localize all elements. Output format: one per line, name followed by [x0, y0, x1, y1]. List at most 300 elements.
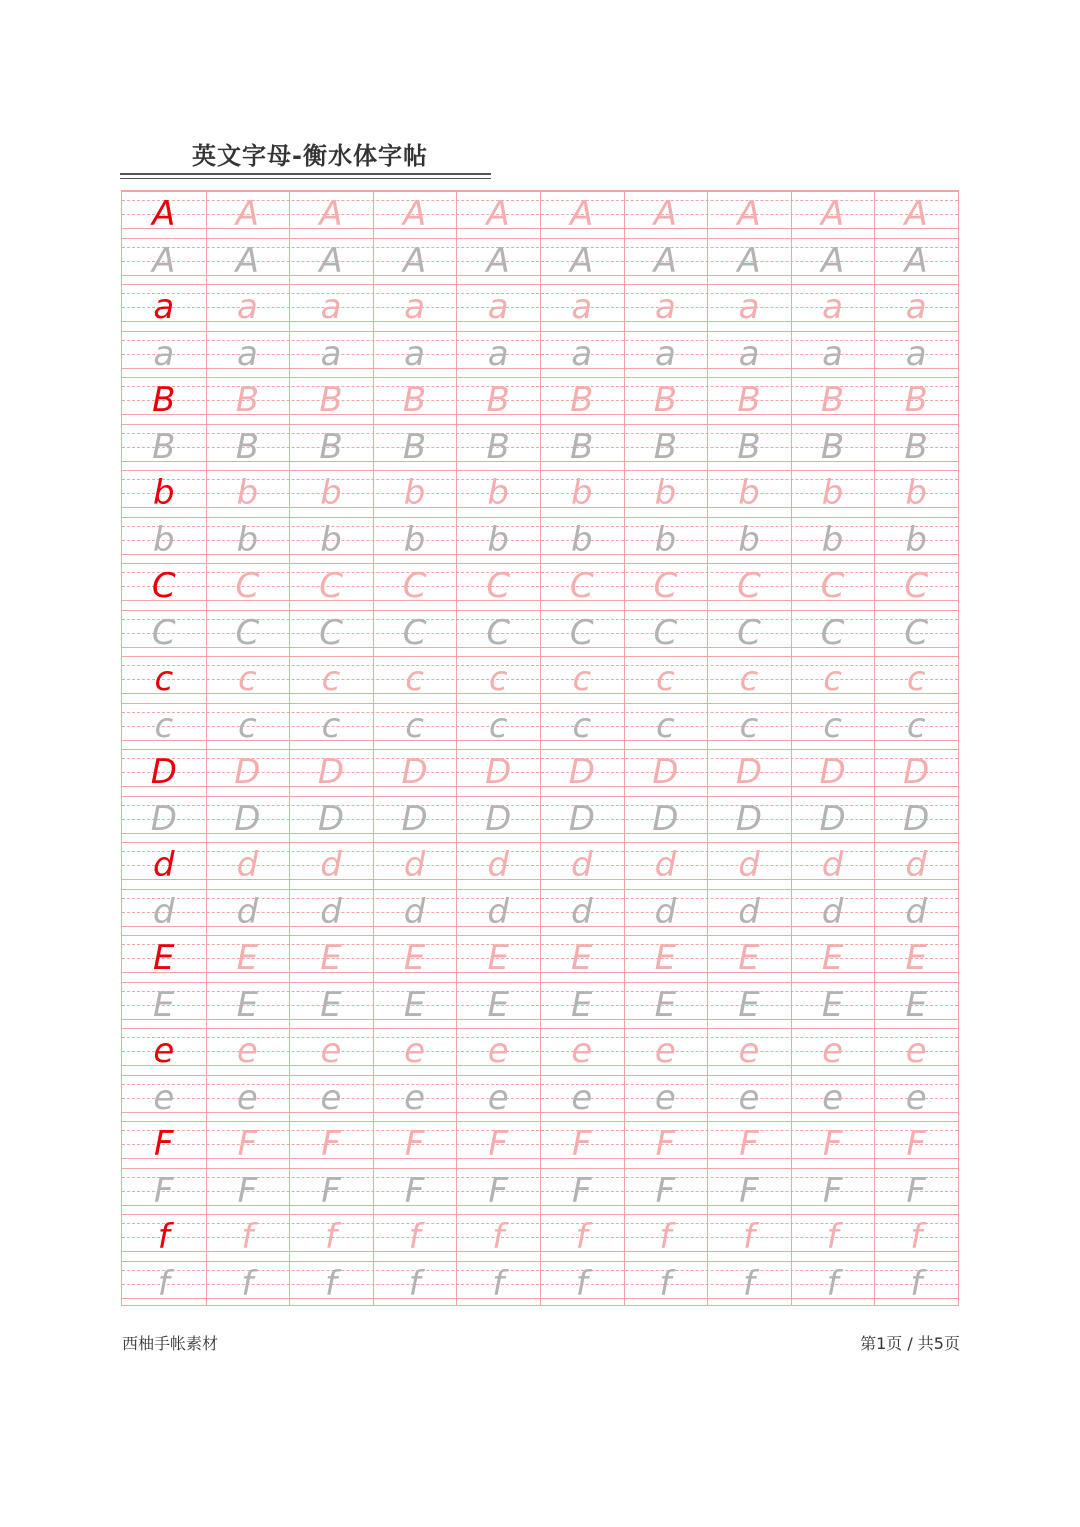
letter-glyph: e — [571, 1031, 593, 1071]
letter-cell — [206, 1261, 290, 1308]
letter-glyph: a — [404, 287, 426, 327]
letter-cell — [624, 331, 708, 378]
letter-glyph: F — [655, 1124, 676, 1164]
letter-cell — [540, 563, 624, 610]
letter-glyph: F — [154, 1124, 174, 1164]
letter-glyph: e — [654, 1077, 676, 1118]
letter-glyph: c — [906, 659, 926, 699]
letter-glyph: F — [822, 1124, 843, 1164]
letter-cell — [874, 703, 958, 750]
letter-glyph: A — [653, 240, 678, 281]
letter-glyph: C — [737, 612, 761, 653]
letter-glyph: B — [653, 380, 678, 420]
letter-glyph: D — [568, 798, 595, 839]
letter-glyph: f — [157, 1263, 170, 1304]
letter-glyph: b — [905, 473, 927, 513]
letter-glyph: C — [486, 566, 511, 606]
letter-cell — [874, 935, 958, 982]
letter-glyph: F — [404, 1124, 425, 1164]
letter-cell — [791, 656, 875, 703]
letter-cell — [289, 842, 373, 889]
letter-glyph: E — [403, 984, 426, 1025]
letter-cell — [707, 1214, 791, 1261]
letter-cell — [206, 1214, 290, 1261]
letter-glyph: D — [819, 752, 846, 792]
letter-cell — [624, 1261, 708, 1308]
column-divider — [624, 191, 625, 1305]
letter-glyph: A — [152, 240, 176, 281]
letter-glyph: E — [738, 984, 760, 1025]
letter-cell — [289, 424, 373, 471]
letter-glyph: F — [822, 1170, 843, 1211]
column-divider — [206, 191, 207, 1305]
letter-cell — [289, 238, 373, 285]
letter-cell — [289, 1075, 373, 1122]
letter-cell — [289, 1168, 373, 1215]
letter-cell — [707, 842, 791, 889]
letter-glyph: f — [241, 1217, 254, 1257]
letter-glyph: e — [905, 1031, 927, 1071]
letter-glyph: c — [656, 659, 675, 699]
letter-glyph: a — [654, 333, 676, 374]
letter-cell — [791, 1075, 875, 1122]
letter-glyph: b — [654, 473, 677, 513]
letter-cell — [874, 1075, 958, 1122]
letter-cell — [791, 1214, 875, 1261]
letter-cell — [122, 749, 206, 796]
letter-cell — [540, 1028, 624, 1075]
page-number: 第1页 / 共5页 — [860, 1334, 960, 1353]
column-divider — [791, 191, 792, 1305]
letter-glyph: F — [906, 1170, 926, 1211]
letter-cell — [122, 424, 206, 471]
letter-glyph: c — [823, 705, 842, 746]
letter-cell — [122, 238, 206, 285]
letter-cell — [373, 517, 457, 564]
letter-cell — [206, 331, 290, 378]
letter-cell — [122, 842, 206, 889]
letter-cell — [122, 656, 206, 703]
letter-glyph: A — [402, 194, 427, 234]
letter-glyph: e — [320, 1031, 342, 1071]
letter-glyph: F — [739, 1124, 759, 1164]
letter-cell — [289, 656, 373, 703]
letter-cell — [540, 331, 624, 378]
letter-cell — [707, 331, 791, 378]
letter-glyph: C — [151, 612, 176, 653]
letter-glyph: f — [575, 1217, 588, 1257]
letter-cell — [707, 424, 791, 471]
letter-glyph: d — [236, 845, 259, 885]
letter-glyph: d — [487, 845, 509, 885]
letter-glyph: F — [488, 1124, 508, 1164]
letter-cell — [791, 563, 875, 610]
letter-glyph: a — [571, 287, 593, 327]
letter-glyph: a — [738, 287, 760, 327]
letter-cell — [456, 842, 540, 889]
letter-glyph: D — [903, 798, 930, 839]
letter-glyph: b — [571, 519, 593, 560]
letter-glyph: c — [488, 705, 508, 746]
letter-cell — [289, 1028, 373, 1075]
letter-cell — [456, 517, 540, 564]
letter-cell — [206, 1121, 290, 1168]
letter-glyph: E — [236, 938, 259, 978]
letter-cell — [456, 1261, 540, 1308]
letter-cell — [791, 1121, 875, 1168]
letter-glyph: D — [485, 752, 512, 792]
letter-glyph: d — [153, 891, 175, 932]
letter-glyph: d — [905, 891, 927, 932]
letter-glyph: c — [823, 659, 842, 699]
letter-cell — [540, 935, 624, 982]
letter-cell — [206, 749, 290, 796]
letter-glyph: a — [905, 287, 927, 327]
letter-cell — [791, 703, 875, 750]
letter-cell — [874, 1168, 958, 1215]
letter-glyph: F — [655, 1170, 676, 1211]
letter-cell — [791, 284, 875, 331]
letter-glyph: E — [236, 984, 259, 1025]
letter-cell — [456, 796, 540, 843]
letter-glyph: B — [904, 426, 928, 467]
letter-cell — [707, 1028, 791, 1075]
letter-cell — [791, 470, 875, 517]
letter-glyph: b — [236, 519, 259, 560]
letter-cell — [874, 749, 958, 796]
letter-cell — [874, 238, 958, 285]
letter-cell — [373, 331, 457, 378]
letter-cell — [289, 796, 373, 843]
letter-glyph: c — [154, 705, 174, 746]
letter-glyph: c — [238, 659, 257, 699]
letter-cell — [540, 424, 624, 471]
letter-glyph: b — [905, 519, 927, 560]
letter-glyph: C — [319, 566, 343, 606]
letter-cell — [373, 656, 457, 703]
letter-cell — [624, 1075, 708, 1122]
letter-glyph: e — [153, 1031, 175, 1071]
letter-cell — [624, 563, 708, 610]
letter-cell — [624, 796, 708, 843]
letter-glyph: A — [570, 194, 594, 234]
letter-cell — [624, 1121, 708, 1168]
letter-glyph: F — [572, 1170, 592, 1211]
letter-cell — [456, 935, 540, 982]
letter-glyph: C — [737, 566, 761, 606]
letter-cell — [791, 1261, 875, 1308]
letter-cell — [540, 1168, 624, 1215]
letter-cell — [122, 610, 206, 657]
letter-glyph: B — [570, 380, 594, 420]
letter-cell — [456, 982, 540, 1029]
letter-cell — [373, 1214, 457, 1261]
letter-glyph: d — [654, 891, 677, 932]
letter-glyph: B — [904, 380, 928, 420]
letter-glyph: f — [659, 1217, 672, 1257]
letter-glyph: c — [656, 705, 675, 746]
letter-glyph: E — [320, 938, 342, 978]
letter-glyph: e — [404, 1077, 426, 1118]
letter-glyph: f — [742, 1217, 755, 1257]
letter-cell — [122, 284, 206, 331]
letter-glyph: C — [151, 566, 176, 606]
letter-cell — [707, 749, 791, 796]
letter-cell — [791, 610, 875, 657]
letter-cell — [874, 796, 958, 843]
letter-cell — [122, 470, 206, 517]
letter-cell — [624, 191, 708, 238]
letter-cell — [206, 191, 290, 238]
letter-glyph: A — [904, 194, 928, 234]
letter-cell — [206, 1075, 290, 1122]
letter-cell — [206, 563, 290, 610]
letter-glyph: e — [487, 1031, 509, 1071]
letter-glyph: f — [575, 1263, 588, 1304]
letter-cell — [540, 656, 624, 703]
letter-cell — [874, 656, 958, 703]
letter-cell — [456, 563, 540, 610]
letter-cell — [707, 935, 791, 982]
letter-glyph: d — [821, 891, 844, 932]
letter-cell — [373, 284, 457, 331]
practice-grid — [121, 190, 959, 1306]
letter-glyph: F — [237, 1124, 258, 1164]
letter-cell — [373, 1075, 457, 1122]
letter-cell — [289, 1121, 373, 1168]
letter-glyph: E — [821, 938, 844, 978]
letter-cell — [874, 331, 958, 378]
letter-cell — [874, 982, 958, 1029]
column-divider — [874, 191, 875, 1305]
letter-glyph: e — [236, 1077, 258, 1118]
letter-glyph: D — [401, 752, 428, 792]
letter-glyph: F — [488, 1170, 508, 1211]
letter-glyph: A — [737, 240, 761, 281]
letter-glyph: D — [652, 752, 679, 792]
letter-cell — [289, 284, 373, 331]
letter-glyph: d — [403, 891, 426, 932]
letter-glyph: A — [653, 194, 678, 234]
letter-glyph: E — [821, 984, 844, 1025]
letter-cell — [456, 1028, 540, 1075]
letter-glyph: C — [653, 566, 678, 606]
letter-cell — [289, 563, 373, 610]
letter-cell — [206, 284, 290, 331]
letter-cell — [540, 517, 624, 564]
letter-cell — [707, 1075, 791, 1122]
letter-glyph: d — [403, 845, 426, 885]
letter-glyph: e — [905, 1077, 927, 1118]
letter-cell — [206, 517, 290, 564]
letter-glyph: B — [570, 426, 594, 467]
letter-cell — [289, 1214, 373, 1261]
letter-cell — [122, 935, 206, 982]
letter-cell — [791, 331, 875, 378]
letter-glyph: C — [904, 612, 929, 653]
letter-cell — [373, 610, 457, 657]
letter-glyph: d — [571, 845, 593, 885]
letter-cell — [624, 656, 708, 703]
letter-glyph: F — [154, 1170, 174, 1211]
letter-glyph: A — [820, 240, 845, 281]
letter-cell — [122, 331, 206, 378]
letter-glyph: f — [324, 1263, 337, 1304]
letter-cell — [707, 284, 791, 331]
letter-cell — [707, 656, 791, 703]
letter-cell — [289, 749, 373, 796]
letter-glyph: d — [821, 845, 844, 885]
letter-glyph: B — [402, 380, 427, 420]
letter-glyph: a — [571, 333, 593, 374]
letter-glyph: f — [910, 1217, 923, 1257]
letter-cell — [373, 1121, 457, 1168]
letter-cell — [540, 238, 624, 285]
letter-glyph: d — [738, 845, 760, 885]
letter-glyph: F — [321, 1124, 341, 1164]
letter-cell — [874, 1121, 958, 1168]
letter-glyph: a — [738, 333, 760, 374]
letter-glyph: C — [486, 612, 511, 653]
letter-glyph: b — [738, 519, 760, 560]
letter-glyph: C — [319, 612, 343, 653]
letter-cell — [624, 284, 708, 331]
letter-cell — [456, 331, 540, 378]
letter-glyph: f — [408, 1263, 421, 1304]
letter-cell — [206, 796, 290, 843]
letter-cell — [122, 1168, 206, 1215]
letter-cell — [206, 377, 290, 424]
letter-glyph: B — [235, 380, 260, 420]
page-title: 英文字母-衡水体字帖 — [192, 142, 428, 170]
letter-cell — [624, 749, 708, 796]
letter-glyph: f — [492, 1217, 505, 1257]
letter-cell — [707, 1168, 791, 1215]
letter-glyph: b — [487, 473, 509, 513]
letter-cell — [289, 703, 373, 750]
letter-cell — [206, 935, 290, 982]
letter-cell — [456, 238, 540, 285]
letter-glyph: D — [819, 798, 846, 839]
letter-cell — [624, 1168, 708, 1215]
letter-glyph: E — [738, 938, 760, 978]
letter-glyph: D — [150, 752, 177, 792]
letter-glyph: d — [236, 891, 259, 932]
letter-cell — [373, 470, 457, 517]
letter-glyph: E — [153, 984, 175, 1025]
letter-cell — [624, 1028, 708, 1075]
letter-glyph: b — [738, 473, 760, 513]
letter-glyph: a — [487, 333, 509, 374]
letter-cell — [791, 377, 875, 424]
letter-cell — [540, 842, 624, 889]
letter-cell — [373, 1168, 457, 1215]
letter-glyph: a — [320, 333, 342, 374]
letter-cell — [289, 889, 373, 936]
letter-glyph: E — [654, 984, 677, 1025]
letter-glyph: A — [486, 194, 510, 234]
letter-cell — [624, 1214, 708, 1261]
letter-glyph: F — [739, 1170, 759, 1211]
letter-glyph: f — [826, 1263, 839, 1304]
letter-glyph: f — [659, 1263, 672, 1304]
letter-cell — [540, 1261, 624, 1308]
letter-cell — [624, 889, 708, 936]
letter-glyph: A — [486, 240, 510, 281]
letter-cell — [874, 1214, 958, 1261]
letter-glyph: c — [321, 705, 341, 746]
letter-cell — [122, 889, 206, 936]
letter-cell — [373, 842, 457, 889]
letter-cell — [289, 331, 373, 378]
letter-cell — [373, 1261, 457, 1308]
letter-cell — [206, 1168, 290, 1215]
letter-glyph: E — [403, 938, 426, 978]
letter-glyph: F — [321, 1170, 341, 1211]
letter-cell — [624, 982, 708, 1029]
letter-cell — [707, 1121, 791, 1168]
letter-cell — [289, 610, 373, 657]
letter-glyph: e — [404, 1031, 426, 1071]
letter-cell — [456, 284, 540, 331]
letter-glyph: a — [404, 333, 426, 374]
letter-glyph: C — [820, 612, 845, 653]
letter-cell — [540, 749, 624, 796]
letter-cell — [707, 889, 791, 936]
letter-glyph: D — [652, 798, 679, 839]
letter-cell — [540, 889, 624, 936]
letter-glyph: f — [826, 1217, 839, 1257]
letter-cell — [791, 842, 875, 889]
letter-cell — [289, 191, 373, 238]
letter-cell — [540, 703, 624, 750]
letter-glyph: e — [822, 1031, 844, 1071]
letter-cell — [456, 1075, 540, 1122]
letter-cell — [707, 517, 791, 564]
letter-cell — [122, 1121, 206, 1168]
footer-brand: 西柚手帐素材 — [122, 1334, 219, 1353]
letter-cell — [122, 1261, 206, 1308]
letter-cell — [373, 1028, 457, 1075]
letter-glyph: B — [737, 380, 761, 420]
letter-glyph: D — [150, 798, 177, 839]
letter-cell — [707, 1261, 791, 1308]
letter-glyph: d — [905, 845, 927, 885]
column-divider — [707, 191, 708, 1305]
letter-glyph: D — [735, 752, 763, 792]
letter-glyph: a — [320, 287, 342, 327]
letter-glyph: a — [236, 287, 258, 327]
letter-cell — [624, 238, 708, 285]
letter-glyph: e — [487, 1077, 509, 1118]
letter-glyph: A — [737, 194, 761, 234]
column-divider — [540, 191, 541, 1305]
letter-cell — [206, 842, 290, 889]
letter-cell — [707, 982, 791, 1029]
letter-glyph: e — [738, 1031, 760, 1071]
letter-cell — [289, 470, 373, 517]
letter-cell — [540, 470, 624, 517]
letter-cell — [456, 470, 540, 517]
letter-glyph: B — [486, 426, 510, 467]
letter-cell — [540, 982, 624, 1029]
letter-cell — [791, 517, 875, 564]
letter-cell — [540, 377, 624, 424]
letter-cell — [373, 703, 457, 750]
letter-glyph: E — [905, 938, 927, 978]
letter-glyph: C — [402, 566, 427, 606]
letter-cell — [791, 796, 875, 843]
